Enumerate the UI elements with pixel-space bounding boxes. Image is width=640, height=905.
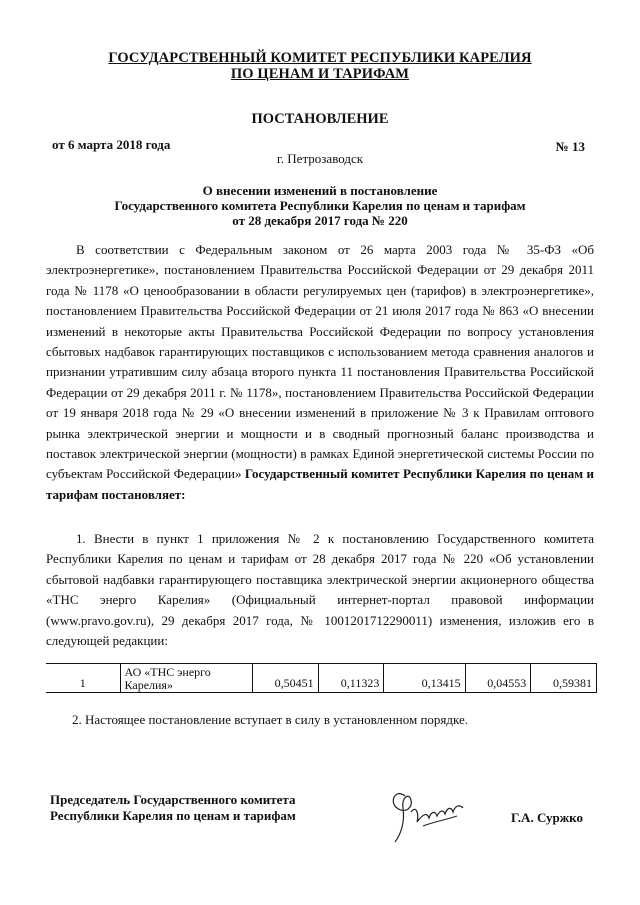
row-organization: АО «ТНС энерго Карелия» [120,664,252,693]
handwritten-signature [383,778,473,848]
value-cell-5: 0,59381 [531,664,597,693]
organization-line-1: ГОСУДАРСТВЕННЫЙ КОМИТЕТ РЕСПУБЛИКИ КАРЕЛИЯ [108,50,532,66]
tariff-table [46,663,597,693]
item-1-text: 1. Внести в пункт 1 приложения № 2 к постановлению Государственного комитета Республики Карелия по ценам и тарифам от 28 декабря 2017 года № 220 «Об установлении сбытовой надбавки гарантирующего поставщика электрической энергии акционерного общества «ТНС энерго Карелия» (Официальный интернет-портал правовой информации (www.pravo.gov.ru), 29 декабря 2017 года, № 1001201712290011) изменения, изложив его в следующей редакции: [46,531,594,649]
value-cell-1: 0,50451 [252,664,318,693]
subject-line-3: от 28 декабря 2017 года № 220 [232,213,408,228]
document-city: г. Петрозаводск [276,151,364,166]
table-row [46,664,597,693]
signatory-name: Г.А. Суржко [511,810,583,825]
document-subject [0,183,640,228]
signatory-position-line-1: Председатель Государственного комитета [50,792,296,807]
preamble-paragraph [46,240,594,505]
preamble-resolution: Государственный комитет Республики Карелия по ценам и тарифам постановляет: [46,466,595,502]
value-cell-4: 0,04553 [465,664,531,693]
item-1-paragraph [46,529,594,651]
value-cell-3: 0,13415 [384,664,465,693]
document-type: ПОСТАНОВЛЕНИЕ [251,111,389,127]
subject-line-1: О внесении изменений в постановление [202,183,438,198]
subject-line-2: Государственного комитета Республики Карелия по ценам и тарифам [114,198,526,213]
item-2-paragraph: 2. Настоящее постановление вступает в силу в установленном порядке. [72,712,469,727]
value-cell-2: 0,11323 [318,664,384,693]
row-index: 1 [46,664,120,693]
organization-title [0,50,640,82]
document-date: от 6 марта 2018 года [52,137,171,152]
preamble-text: В соответствии с Федеральным законом от 26 марта 2003 года № 35-ФЗ «Об электроэнергетике», постановлением Правительства Российской Федерации от 29 декабря 2011 года № 1178 «О ценообразовании в области регулируемых цен (тарифов) в электроэнергетике», постановлением Правительства Российской Федерации от 21 июля 2017 года № 863 «О внесении изменений в некоторые акты Правительства Российской Федерации по вопросу установления сбытовых надбавок гарантирующих поставщиков с использованием метода сравнения аналогов и признании утратившим силу абзаца второго пункта 11 постановления Правительства Российской Федерации от 29 декабря 2011 г. № 1178», постановлением Правительства Российской Федерации от 19 января 2018 года № 29 «О внесении изменений в приложение № 3 к Правилам оптового рынка электрической энергии и мощности и в сводный прогнозный баланс производства и поставок электрической энергии (мощности) в рамках Единой энергетической системы России по субъектам Российской Федерации» [46,242,594,482]
signatory-position [50,792,296,824]
signatory-position-line-2: Республики Карелия по ценам и тарифам [50,808,296,823]
document-number: № 13 [555,139,585,154]
organization-line-2: ПО ЦЕНАМ И ТАРИФАМ [230,66,410,82]
